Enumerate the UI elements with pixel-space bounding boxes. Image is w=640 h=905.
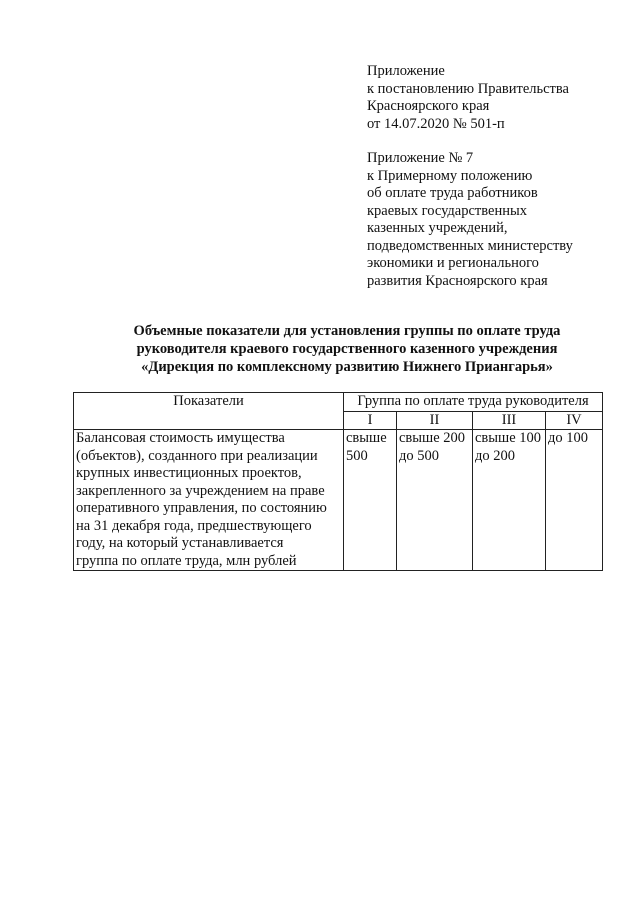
indicator-line: Балансовая стоимость имущества <box>76 430 285 446</box>
appendix-header <box>367 63 569 133</box>
indicator-cell <box>74 430 344 571</box>
table-header-row <box>74 393 603 412</box>
appendix-ref-line: об оплате труда работников <box>367 185 538 201</box>
value-line: до 500 <box>399 447 440 464</box>
value-group-3 <box>473 430 546 571</box>
title-line: руководителя краевого государственного казенного учреждения <box>136 341 558 357</box>
appendix-header-line: Красноярского края <box>367 98 490 114</box>
value-group-2 <box>397 430 473 571</box>
header-indicator: Показатели <box>74 393 344 430</box>
group-header: IV <box>546 411 603 430</box>
appendix-ref-line: развития Красноярского края <box>367 272 548 289</box>
group-header: III <box>473 411 546 430</box>
indicator-line: закрепленного за учреждением на праве <box>76 482 325 499</box>
appendix-ref-line: экономики и регионального <box>367 255 539 271</box>
appendix-reference <box>367 150 573 290</box>
appendix-ref-line: Приложение № 7 <box>367 150 474 166</box>
indicator-line: оперативного управления, по состоянию <box>76 500 327 516</box>
appendix-header-line: от 14.07.2020 № 501-п <box>367 115 505 132</box>
indicator-line: крупных инвестиционных проектов, <box>76 465 302 481</box>
appendix-header-line: к постановлению Правительства <box>367 80 569 97</box>
group-header: I <box>344 411 397 430</box>
appendix-ref-line: подведомственных министерству <box>367 237 573 254</box>
value-line: свыше <box>346 430 387 446</box>
value-line: до 200 <box>475 447 516 464</box>
indicator-line: году, на который устанавливается <box>76 535 284 551</box>
value-group-4 <box>546 430 603 571</box>
indicator-line: группа по оплате труда, млн рублей <box>76 552 297 569</box>
group-header: II <box>397 411 473 430</box>
value-line: 500 <box>346 447 368 464</box>
appendix-header-line: Приложение <box>367 63 445 79</box>
value-line: свыше 200 <box>399 430 466 446</box>
appendix-ref-line: к Примерному положению <box>367 167 533 184</box>
title-line: Объемные показатели для установления группы по оплате труда <box>133 323 561 339</box>
header-group: Группа по оплате труда руководителя <box>344 393 603 412</box>
value-line: до 100 <box>548 430 589 446</box>
table-row <box>74 430 603 571</box>
title-line: «Дирекция по комплексному развитию Нижнего Приангарья» <box>141 359 553 375</box>
appendix-ref-line: казенных учреждений, <box>367 220 508 236</box>
appendix-ref-line: краевых государственных <box>367 202 527 219</box>
value-line: свыше 100 <box>475 430 542 446</box>
indicator-line: на 31 декабря года, предшествующего <box>76 517 312 534</box>
indicator-line: (объектов), созданного при реализации <box>76 447 318 464</box>
value-group-1 <box>344 430 397 571</box>
document-title <box>60 322 634 376</box>
indicators-table <box>73 392 603 571</box>
